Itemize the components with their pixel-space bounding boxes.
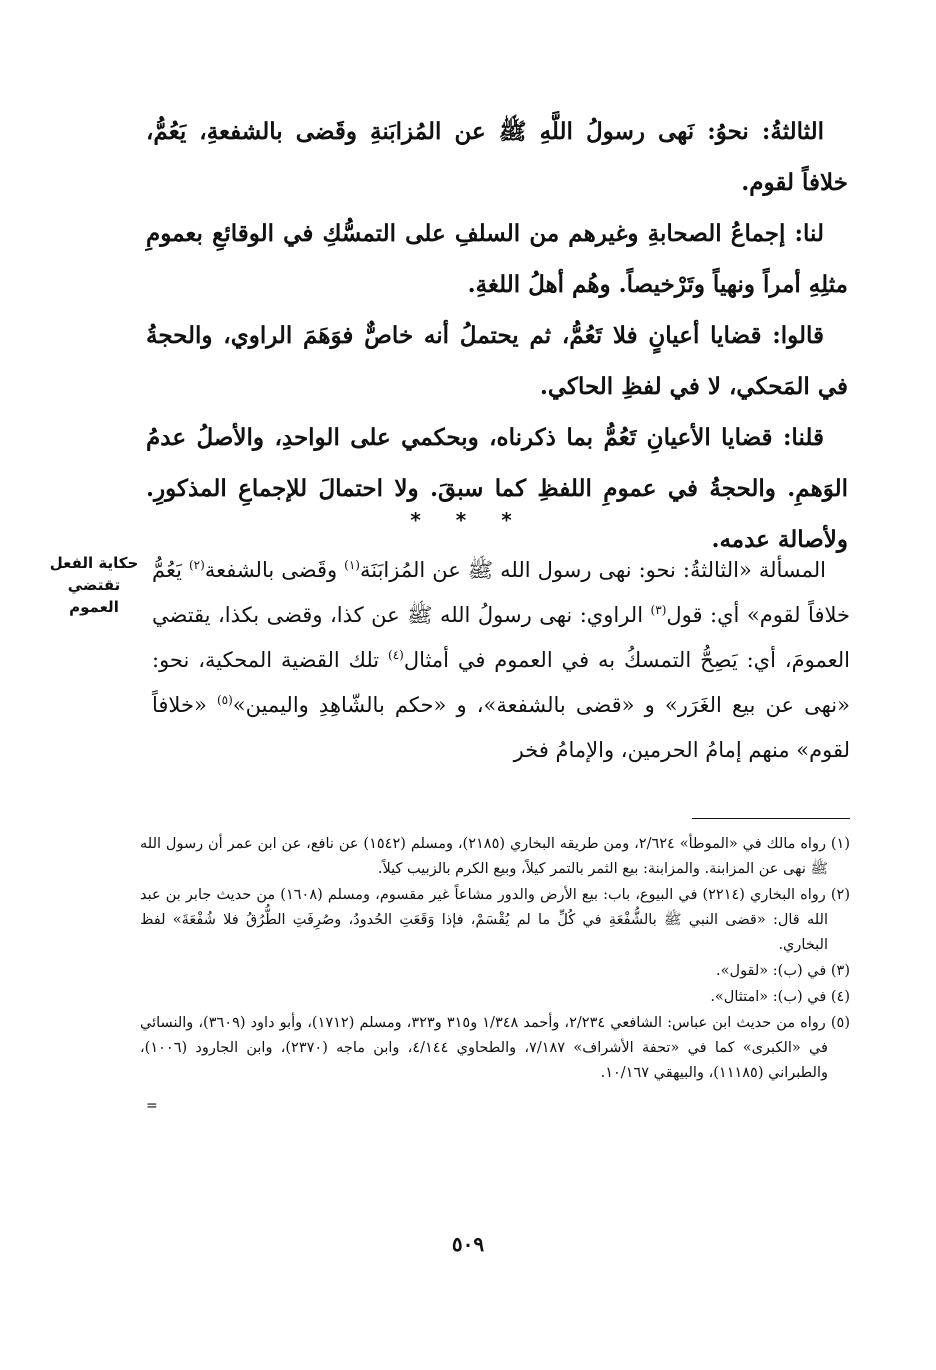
footnote-marker[interactable]: (٤): [388, 648, 404, 662]
footnote-marker[interactable]: (٣): [650, 603, 667, 617]
continuation-mark: =: [146, 1098, 158, 1114]
footnote-marker[interactable]: (٥): [216, 693, 233, 707]
commentary-text: يَعُمُّ خلافاً لقوم» أي: قول: [152, 558, 851, 627]
commentary-text: الراوي: نهى رسولُ الله ﷺ عن كذا، وقضى بكذا، يقتضي العمومَ، أي: يَصِحُّ التمسكُ به في العموم في أمثال: [152, 603, 850, 672]
section-separator: * * *: [410, 508, 526, 532]
matn-section: [146, 106, 848, 565]
commentary-text: تلك القضية المحكية، نحو: «نهى عن بيع الغَرَر» و «قضى بالشفعة»، و «حكم بالشّاهِدِ واليمين»: [152, 648, 850, 717]
page-number: ٥٠٩: [451, 1232, 485, 1256]
footnote: (١) رواه مالك في «الموطأ» ٢/٦٢٤، ومن طريقه البخاري (٢١٨٥)، ومسلم (١٥٤٢) عن نافع، عن ابن عمر أن رسول الله ﷺ نهى عن المزابنة. والمزابنة: بيع الثمر بالتمر كيلاً، وبيع الكرم بالزبيب كيلاً.: [140, 836, 850, 877]
footnote: (٤) في (ب): «امتثال».: [710, 989, 850, 1005]
footnote-divider: [692, 818, 850, 819]
matn-paragraph: الثالثةُ: نحوُ: نَهى رسولُ اللَّهِ ﷺ عن المُزابَنةِ وقَضى بالشفعةِ، يَعُمُّ، خلافاً لقوم.: [146, 118, 848, 196]
footnote: (٥) رواه من حديث ابن عباس: الشافعي ٢/٢٣٤، وأحمد ١/٣٤٨ و٣١٥ و٣٢٣، ومسلم (١٧١٢)، وأبو داود (٣٦٠٩)، والنسائي في «الكبرى» كما في «تحفة الأشراف» ٧/١٨٧، والطحاوي ٤/١٤٤، وابن ماجه (٢٣٧٠)، وابن الجارود (١٠٠٦)، والطبراني (١١١٨٥)، والبيهقي ١٠/١٦٧.: [140, 1015, 850, 1081]
footnote-marker[interactable]: (٢): [188, 558, 205, 572]
commentary-text: وقَضى بالشفعة: [204, 558, 345, 582]
footnotes-section: [140, 832, 850, 1087]
matn-paragraph: لنا: إجماعُ الصحابةِ وغيرهم من السلفِ على التمسُّكِ في الوقائعِ بعمومِ مثلِهِ أمراً ونهياً وتَرْخيصاً. وهُم أهلُ اللغةِ.: [146, 220, 848, 298]
commentary-paragraph: [152, 548, 850, 773]
matn-paragraph: قلنا: قضايا الأعيانِ تَعُمُّ بما ذكرناه، وبحكمي على الواحدِ، والأصلُ عدمُ الوَهمِ. والحجةُ في عمومِ اللفظِ كما سبقَ. ولا احتمالَ للإجماعِ المذكورِ. ولأصالة عدمه.: [146, 424, 848, 553]
margin-heading: حكاية الفعل تقتضي العموم: [49, 554, 139, 616]
commentary-text: «خلافاً لقوم» منهم إمامُ الحرمين، والإمامُ فخر: [152, 693, 850, 762]
footnote-marker[interactable]: (١): [344, 558, 360, 572]
footnote: (٣) في (ب): «لقول».: [716, 963, 850, 979]
commentary-text: المسألة «الثالثةُ: نحو: نهى رسول الله ﷺ عن المُزابَنَة: [359, 558, 826, 582]
matn-paragraph: قالوا: قضايا أعيانٍ فلا تَعُمُّ، ثم يحتملُ أنه خاصٌّ فوَهَمَ الراوي، والحجةُ في المَحكي، لا في لفظِ الحاكي.: [146, 322, 848, 400]
footnote: (٢) رواه البخاري (٢٢١٤) في البيوع، باب: بيع الأرض والدور مشاعاً غير مقسوم، ومسلم (١٦٠٨) من حديث جابر بن عبد الله قال: «قضى النبي ﷺ بالشُّفْعَةِ في كُلِّ ما لم يُقْسَمْ، فإذا وَقَعَتِ الحُدودُ، وصُرِفَتِ الطُّرُقُ فلا شُفْعَةَ» لفظ البخاري.: [140, 887, 850, 953]
